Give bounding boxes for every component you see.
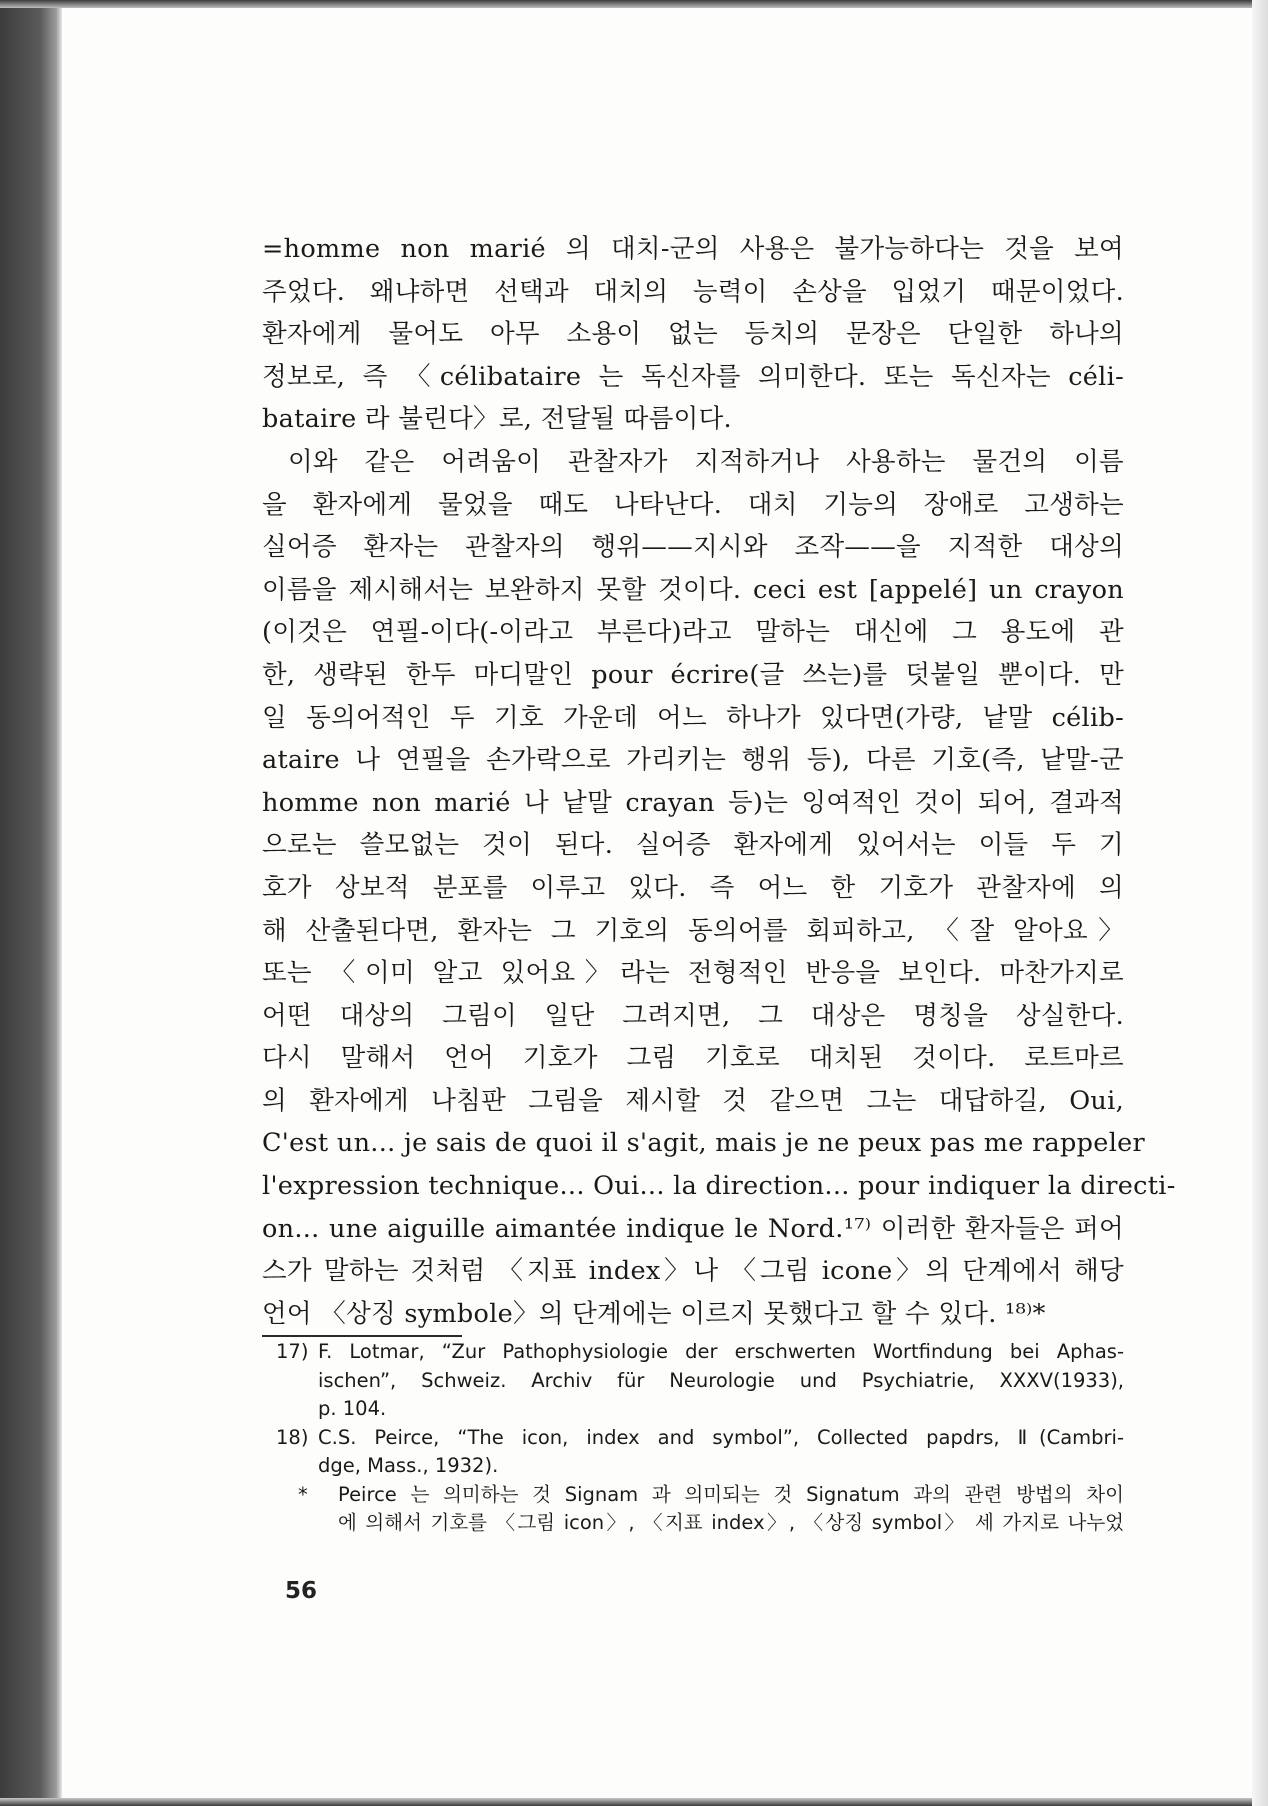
footnote-line: C.S. Peirce, “The icon, index and symbol”, Collected papdrs, Ⅱ(Cambri-: [318, 1425, 1124, 1449]
body-line: 스가 말하는 것처럼 〈지표 index〉나 〈그림 icone〉의 단계에서 해당: [262, 1256, 1124, 1287]
body-line: 다시 말해서 언어 기호가 그림 기호로 대치된 것이다. 로트마르: [262, 1043, 1124, 1074]
body-line: l'expression technique... Oui... la direction... pour indiquer la directi-: [262, 1171, 1176, 1202]
body-line: 을 환자에게 물었을 때도 나타난다. 대치 기능의 장애로 고생하는: [262, 489, 1124, 520]
footnote-number: *: [298, 1482, 308, 1506]
body-text: [262, 228, 1176, 1335]
footnote-number: 17): [276, 1340, 309, 1363]
page-edge-bottom: [0, 1798, 1268, 1806]
footnote-star: [276, 1481, 1124, 1538]
footnote-17: [276, 1338, 1124, 1424]
page-number: 56: [285, 1578, 318, 1604]
footnotes: [276, 1338, 1124, 1538]
body-line: homme non marié 나 낱말 crayan 등)는 잉여적인 것이 되어, 결과적: [262, 787, 1124, 818]
body-line: 해 산출된다면, 환자는 그 기호의 동의어를 회피하고, 〈잘 알아요〉: [262, 915, 1124, 946]
body-line: ataire 나 연필을 손가락으로 가리키는 행위 등), 다른 기호(즉, 낱말-군: [262, 745, 1124, 776]
body-line: (이것은 연필-이다(-이라고 부른다)라고 말하는 대신에 그 용도에 관: [262, 617, 1124, 648]
footnote-number: 18): [276, 1425, 309, 1449]
footnote-line: ischen”, Schweiz. Archiv für Neurologie und Psychiatrie, XXXV(1933),: [318, 1368, 1124, 1392]
body-line: 한, 생략된 한두 마디말인 pour écrire(글 쓰는)를 덧붙일 뿐이다. 만: [262, 659, 1124, 690]
body-line: 호가 상보적 분포를 이루고 있다. 즉 어느 한 기호가 관찰자에 의: [262, 872, 1124, 903]
body-line: 주었다. 왜냐하면 선택과 대치의 능력이 손상을 입었기 때문이었다.: [262, 276, 1124, 307]
body-line: 이와 같은 어려움이 관찰자가 지적하거나 사용하는 물건의 이름: [288, 446, 1124, 477]
page-edge-left: [0, 0, 62, 1806]
body-line: 으로는 쓸모없는 것이 된다. 실어증 환자에게 있어서는 이들 두 기: [262, 830, 1124, 861]
footnote-line: dge, Mass., 1932).: [318, 1454, 499, 1477]
body-line: 이름을 제시해서는 보완하지 못할 것이다. ceci est [appelé] un crayon: [262, 574, 1124, 605]
body-line: =homme non marié 의 대치-군의 사용은 불가능하다는 것을 보여: [262, 234, 1124, 264]
page-edge-top: [0, 0, 1268, 8]
footnote-line: p. 104.: [318, 1397, 387, 1420]
body-line: on... une aiguille aimantée indique le Nord.¹⁷⁾ 이러한 환자들은 퍼어: [262, 1213, 1124, 1244]
page-edge-right: [1252, 0, 1268, 1806]
body-line: 실어증 환자는 관찰자의 행위——지시와 조작——을 지적한 대상의: [262, 532, 1124, 563]
body-line: bataire 라 불린다〉로, 전달될 따름이다.: [262, 404, 732, 435]
body-line: 언어 〈상징 symbole〉의 단계에는 이르지 못했다고 할 수 있다. ¹⁸⁾*: [262, 1298, 1046, 1329]
footnote-rule: [262, 1335, 462, 1337]
body-line: C'est un... je sais de quoi il s'agit, mais je ne peux pas me rappeler: [262, 1128, 1146, 1159]
body-line: 또는 〈이미 알고 있어요〉라는 전형적인 반응을 보인다. 마찬가지로: [262, 958, 1124, 989]
footnote-line: Peirce 는 의미하는 것 Signam 과 의미되는 것 Signatum 과의 관련 방법의 차이: [338, 1482, 1124, 1506]
body-line: 정보로, 즉 〈célibataire 는 독신자를 의미한다. 또는 독신자는 céli-: [262, 361, 1124, 392]
body-line: 일 동의어적인 두 기호 가운데 어느 하나가 있다면(가량, 낱말 célib-: [262, 702, 1124, 733]
footnote-18: [276, 1424, 1124, 1481]
body-line: 의 환자에게 나침판 그림을 제시할 것 같으면 그는 대답하길, Oui,: [262, 1085, 1124, 1116]
body-line: 어떤 대상의 그림이 일단 그려지면, 그 대상은 명칭을 상실한다.: [262, 1000, 1124, 1031]
footnote-line: 에 의해서 기호를 〈그림 icon〉, 〈지표 index〉, 〈상징 symbol〉 세 가지로 나누었: [338, 1511, 1124, 1534]
body-line: 환자에게 물어도 아무 소용이 없는 등치의 문장은 단일한 하나의: [262, 319, 1124, 350]
footnote-line: F. Lotmar, “Zur Pathophysiologie der erschwerten Wortfindung bei Aphas-: [318, 1340, 1124, 1363]
